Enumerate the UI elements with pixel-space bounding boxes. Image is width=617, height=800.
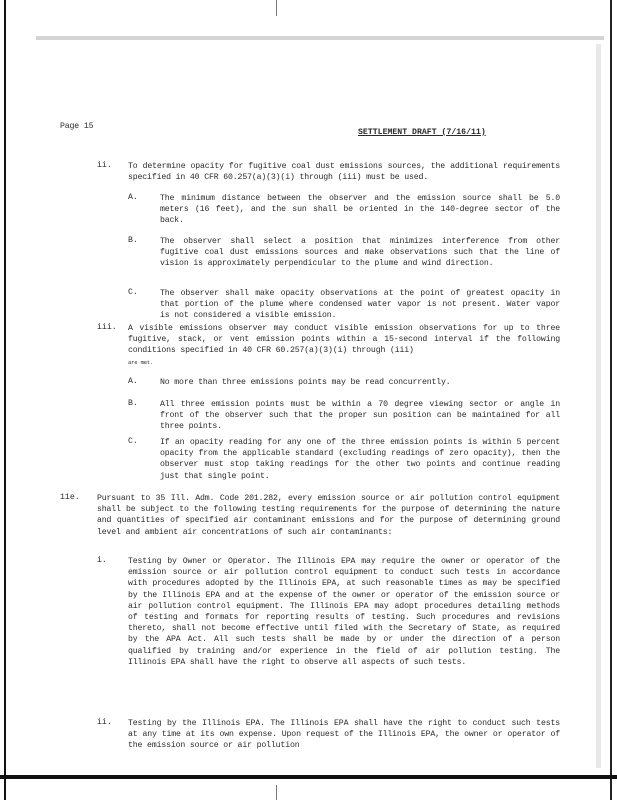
section-marker: iii. <box>97 323 117 332</box>
list-marker: C. <box>128 437 138 446</box>
list-marker: B. <box>128 399 138 408</box>
list-marker: i. <box>97 556 107 565</box>
list-item-text: The minimum distance between the observer and the emission source shall be 5.0 meters (16 feet), and the sun shall be oriented in the 140-degree sector of the back. <box>160 194 560 226</box>
page-number: Page 15 <box>60 122 94 131</box>
list-item-text: All three emission points must be within a 70 degree viewing sector or angle in front of the observer such that the proper sun position can be maintained for all three points. <box>160 400 560 432</box>
scan-border-right <box>610 0 612 800</box>
list-item-text: Testing by the Illinois EPA. The Illinois EPA shall have the right to conduct such tests at any time at its own expense. Upon request of the Illinois EPA, the owner or operator of the emission source or air pollution <box>128 719 560 751</box>
list-marker: C. <box>128 288 138 297</box>
list-marker: ii. <box>97 718 112 727</box>
list-marker: A. <box>128 193 138 202</box>
scan-mark-top <box>276 0 277 16</box>
list-item-text: Testing by Owner or Operator. The Illinois EPA may require the owner or operator of the emission source or air pollution control equipment to conduct such tests in accordance with procedures adopted by the Illinois EPA, at such reasonable times as may be specified by the Illinois EPA and at the expense of the owner or operator of the emission source or air pollution control equipment. The Illinois EPA may adopt procedures detailing methods of testing and formats for reporting results of testing. Such procedures and revisions thereto, shall not become effective until filed with the Secretary of State, as required by the APA Act. All such tests shall be made by or under the direction of a person qualified by training and/or experience in the field of air pollution testing. The Illinois EPA shall have the right to observe all aspects of such tests. <box>128 557 560 667</box>
section-marker: 11e. <box>60 493 80 502</box>
section-paragraph: Pursuant to 35 Ill. Adm. Code 201.282, every emission source or air pollution control equipment shall be subject to the following testing requirements for the purpose of determining the nature and quantities of specified air contaminant emissions and for the purpose of determining ground level and ambient air concentrations of such air contaminants: <box>97 494 560 537</box>
list-item-text: The observer shall make opacity observations at the point of greatest opacity in that portion of the plume where condensed water vapor is not present. Water vapor is not considered a visible emission. <box>160 289 560 321</box>
section-paragraph: To determine opacity for fugitive coal dust emissions sources, the additional requirements specified in 40 CFR 60.257(a)(3)(i) through (iii) must be used. <box>128 162 560 183</box>
scan-page-shadow <box>596 44 601 768</box>
section-paragraph-tail: are met. <box>128 359 154 366</box>
list-marker: A. <box>128 377 138 386</box>
scan-mark-bottom <box>276 785 277 800</box>
section-marker: ii. <box>97 161 112 170</box>
list-item-text: No more than three emissions points may be read concurrently. <box>160 378 451 387</box>
scan-top-band <box>36 36 604 40</box>
draft-label: SETTLEMENT DRAFT (7/16/11) <box>358 128 486 137</box>
list-item-text: If an opacity reading for any one of the three emission points is within 5 percent opacity from the applicable standard (excluding readings of zero opacity), then the observer must stop taking readings for the other two points and continue reading just that single point. <box>160 438 560 481</box>
scan-bottom-band <box>0 775 617 779</box>
list-marker: B. <box>128 236 138 245</box>
list-item-text: The observer shall select a position that minimizes interference from other fugitive coal dust emissions sources and make observations such that the line of vision is approximately perpendicular to the plume and wind direction. <box>160 237 560 269</box>
section-paragraph: A visible emissions observer may conduct visible emission observations for up to three fugitive, stack, or vent emission points within a 15-second interval if the following conditions specified in 40 CFR 60.257(a)(3)(i) through (iii) <box>128 324 560 356</box>
scan-border-left <box>4 0 6 800</box>
